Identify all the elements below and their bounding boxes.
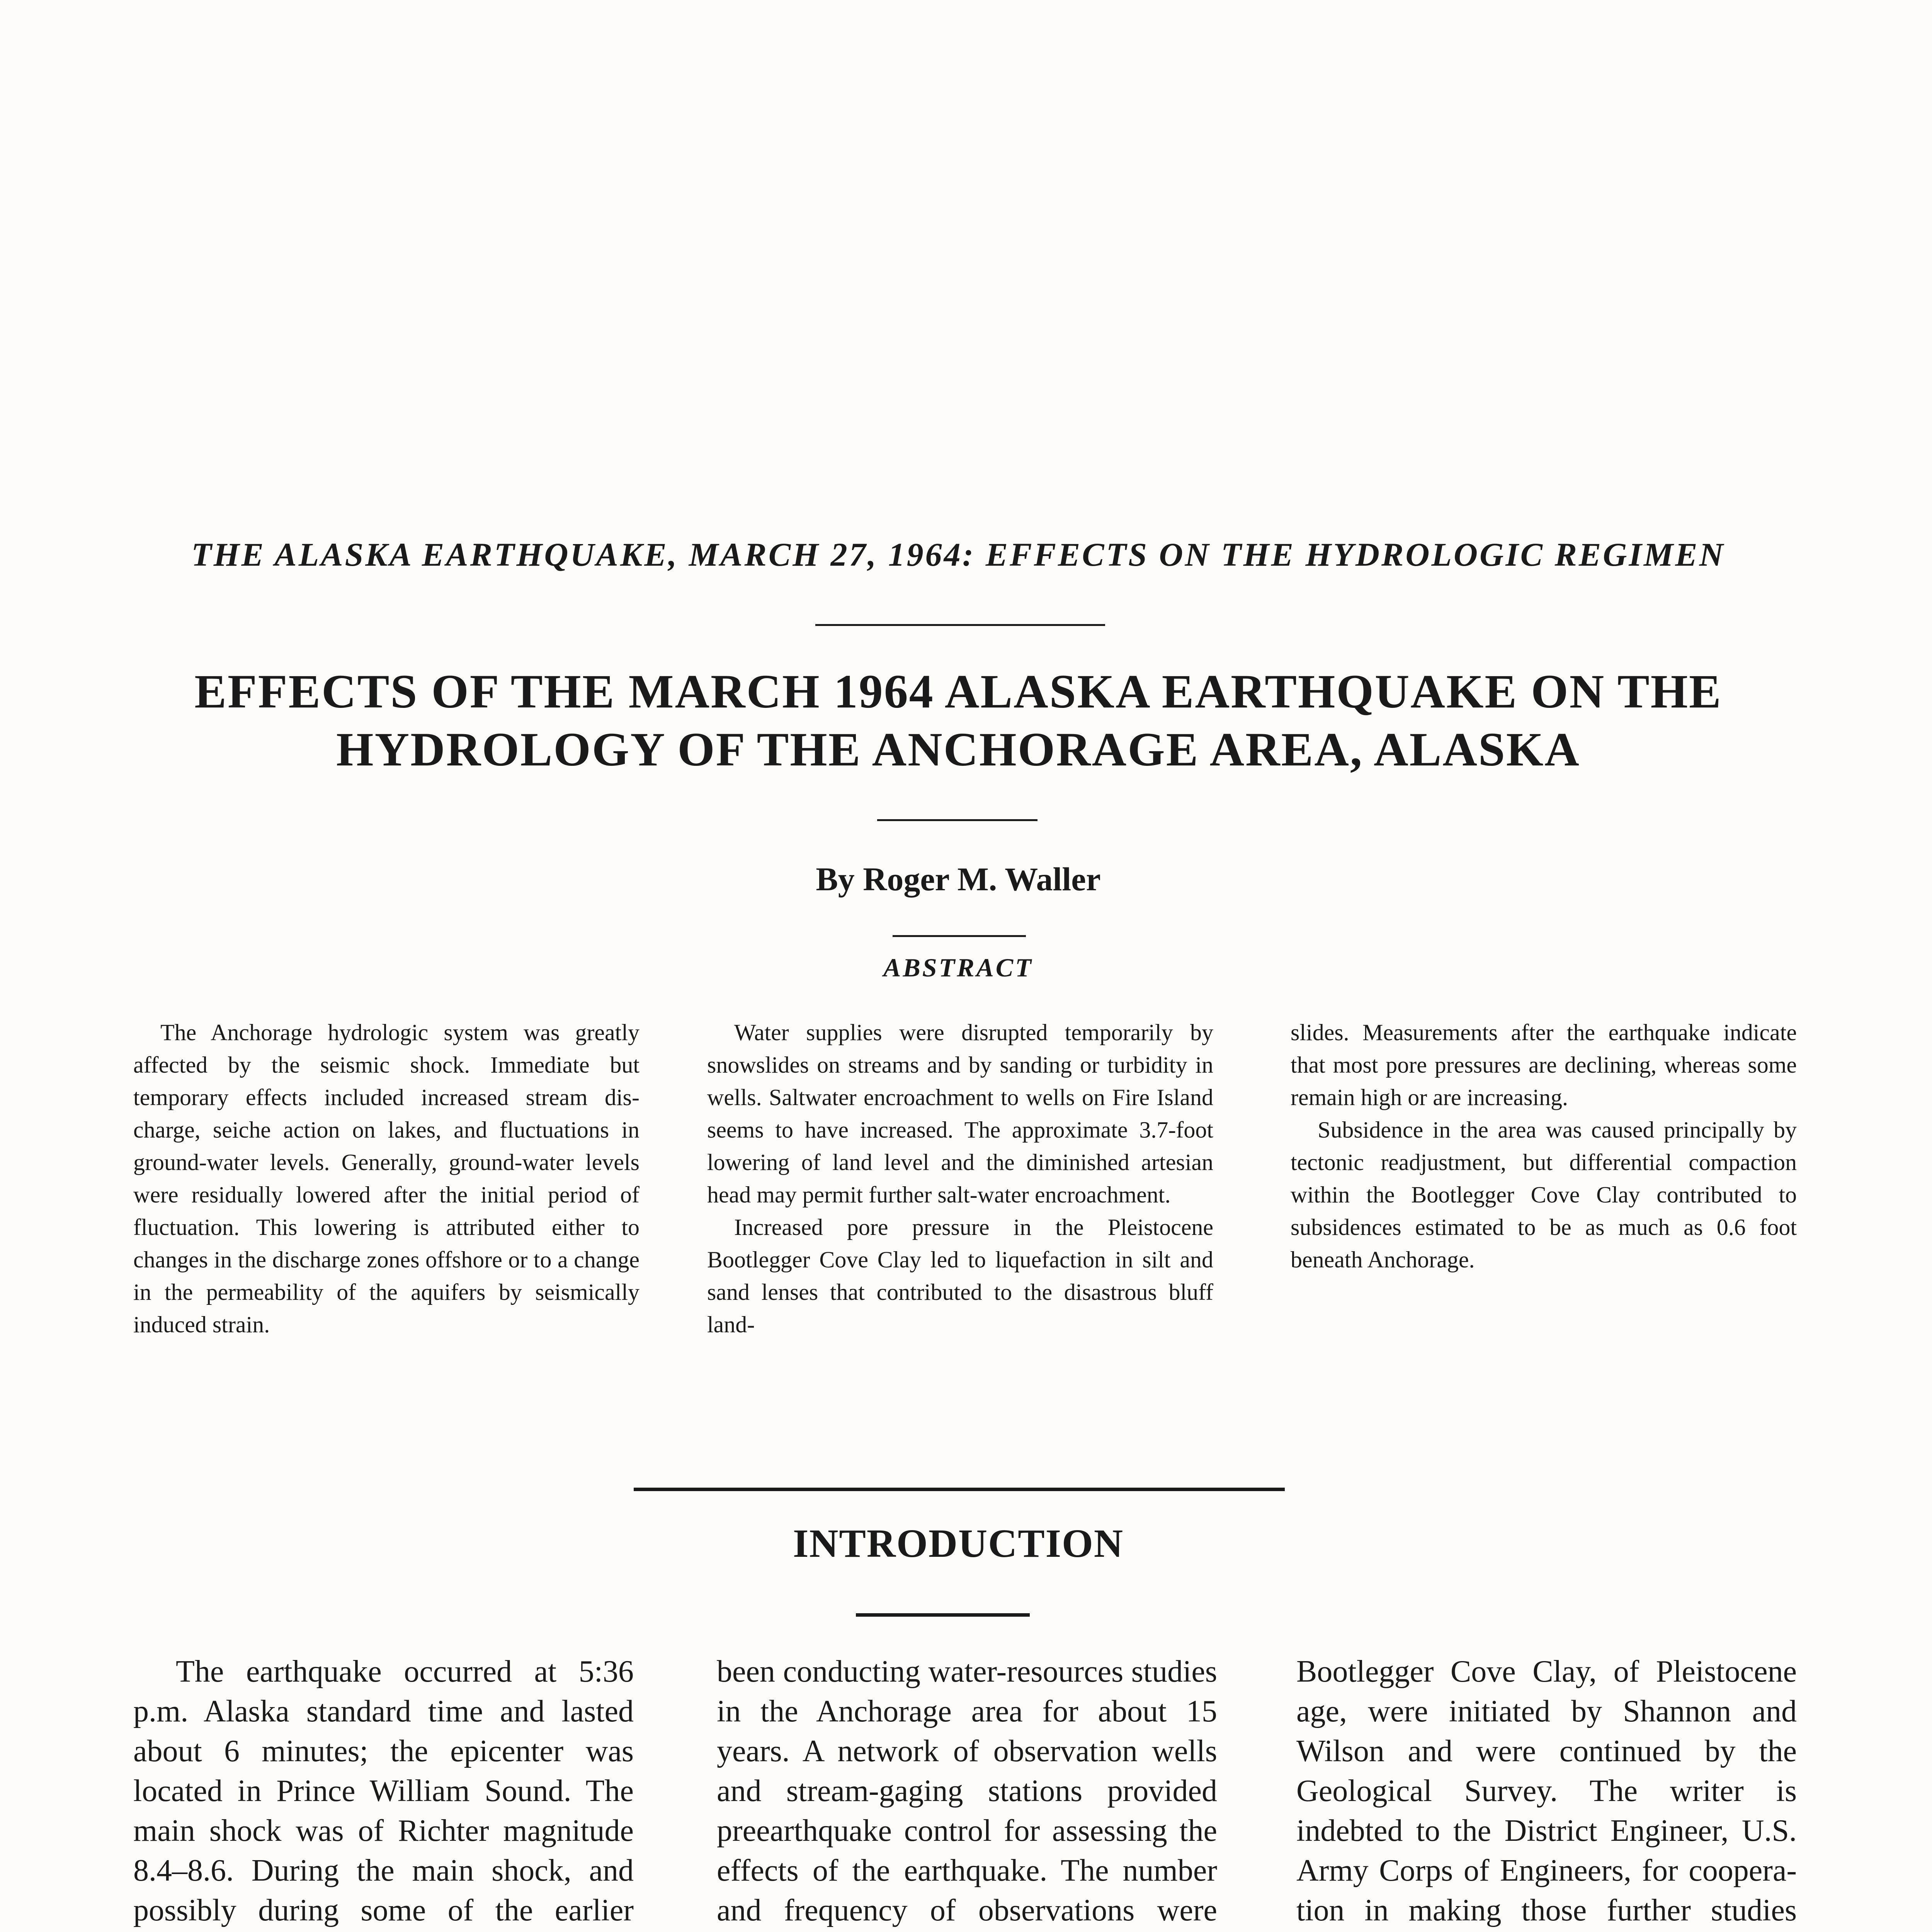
body-paragraph: been conducting water-resources studies in the Anchorage area for about 15 years. A network of observation wells and stream-gaging stations provided preearthquake control for assessing the effects of the earthquake. The number and frequency of observations were <box>717 1655 1217 1927</box>
series-title: THE ALASKA EARTHQUAKE, MARCH 27, 1964: EFFECTS ON THE HYDROLOGIC REGIMEN <box>191 536 1725 573</box>
body-paragraph: Bootlegger Cove Clay, of Pleistocene age, were initiated by Shannon and Wilson and were continued by the Geological Survey. The writer is indebted to the District Engineer, U.S. Army Corps of Engineers, for cooperation in making those further studies <box>1296 1655 1797 1927</box>
abstract-paragraph: Water supplies were disrupted temporarily by snowslides on streams and by sanding or turbidity in wells. Saltwater encroachment to wells on Fire Island seems to have increased. The approximate 3.7-foot lowering of land level and the diminished artesian head may permit further salt-water encroachment. <box>707 1020 1213 1208</box>
article-title <box>131 663 1785 779</box>
abstract-column-1 <box>133 1016 639 1341</box>
abstract-column-3 <box>1291 1016 1797 1276</box>
section-divider <box>634 1488 1285 1491</box>
abstract-paragraph: Increased pore pressure in the Pleistocene Bootlegger Cove Clay led to liquefaction in silt and sand lenses that contributed to the disastrous bluff land- <box>707 1214 1213 1337</box>
abstract-heading: ABSTRACT <box>883 953 1033 982</box>
introduction-heading: INTRODUCTION <box>793 1521 1124 1566</box>
abstract-paragraph: slides. Measurements after the earthquake indicate that most pore pressures are declining, whereas some remain high or are increasing. <box>1291 1020 1797 1110</box>
body-paragraph: The earthquake occurred at 5:36 p.m. Alaska standard time and lasted about 6 minutes; the epicenter was located in Prince William Sound. The main shock was of Richter magnitude 8.4–8.6. During the main shock, and possibly during some of the earlier <box>133 1655 634 1927</box>
article-title-line-2: HYDROLOGY OF THE ANCHORAGE AREA, ALASKA <box>336 723 1580 776</box>
article-title-line-1: EFFECTS OF THE MARCH 1964 ALASKA EARTHQUAKE ON THE <box>194 665 1722 718</box>
abstract-paragraph: Subsidence in the area was caused principally by tectonic readjustment, but differential compaction within the Bootlegger Cove Clay contributed to subsidences estimated to be as much as 0.6 foot beneath Anchorage. <box>1291 1117 1797 1272</box>
abstract-column-2 <box>707 1016 1213 1341</box>
abstract-paragraph: The Anchorage hydrologic system was greatly affected by the seismic shock. Immediate but temporary effects included increased stream discharge, seiche action on lakes, and fluctuations in ground-water levels. Generally, ground-water levels were residually lowered after the initial period of fluctuation. This lowering is attributed either to changes in the discharge zones offshore or to a change in the permeability of the aquifers by seismically induced strain. <box>133 1020 639 1337</box>
introduction-column-2 <box>717 1652 1217 1932</box>
byline-rule <box>893 935 1026 937</box>
series-rule <box>815 624 1105 626</box>
introduction-column-3 <box>1296 1652 1797 1932</box>
byline: By Roger M. Waller <box>816 861 1101 898</box>
title-rule <box>877 819 1037 821</box>
introduction-column-1 <box>133 1652 634 1932</box>
introduction-rule <box>856 1613 1030 1617</box>
